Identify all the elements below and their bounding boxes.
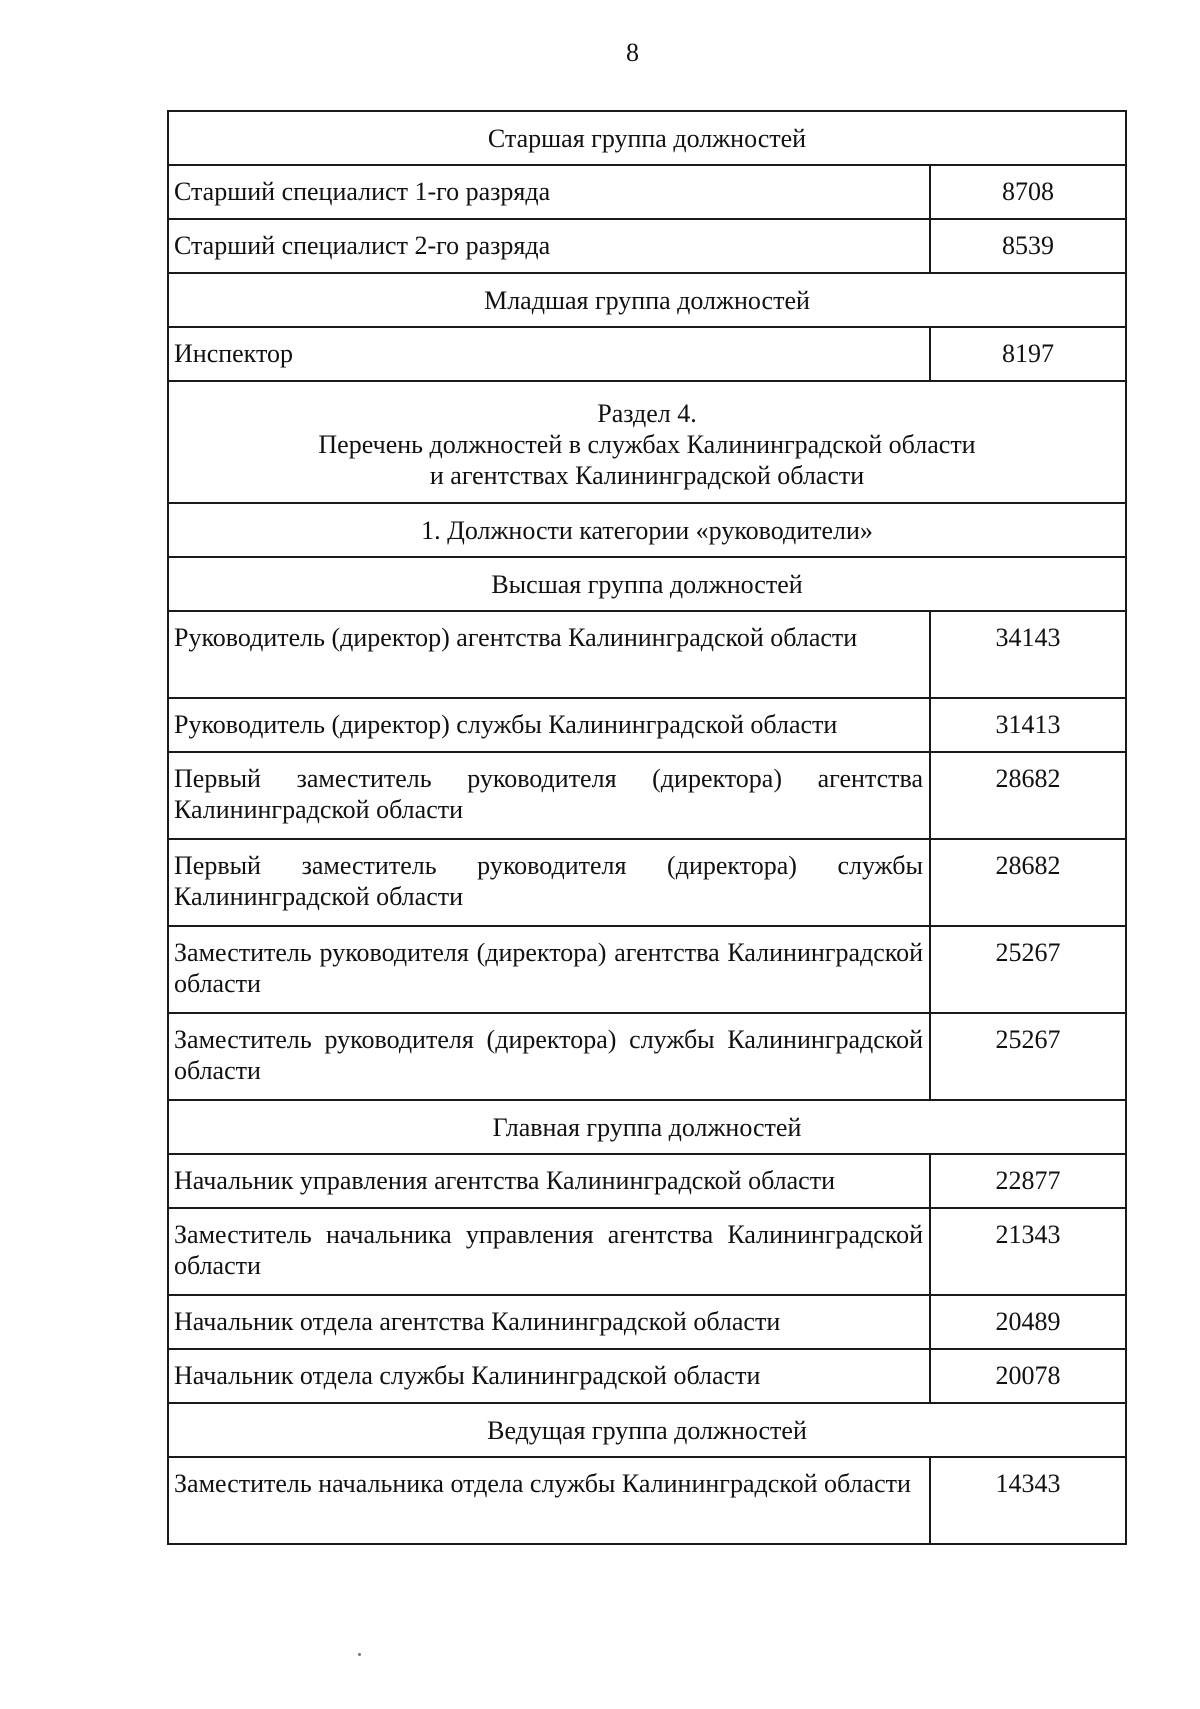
position-name: Начальник отдела службы Калининградской области — [168, 1349, 930, 1403]
section-title — [168, 381, 1126, 503]
page-number: 8 — [626, 38, 639, 67]
position-name: Заместитель руководителя (директора) агентства Калининградской области — [168, 926, 930, 1013]
position-name: Заместитель руководителя (директора) службы Калининградской области — [168, 1013, 930, 1100]
position-name: Первый заместитель руководителя (директора) агентства Калининградской области — [168, 752, 930, 839]
table-row — [168, 1208, 1126, 1295]
group-header-junior: Младшая группа должностей — [168, 273, 1126, 327]
positions-salary-table — [167, 110, 1127, 1545]
position-name: Начальник отдела агентства Калининградской области — [168, 1295, 930, 1349]
table-row — [168, 611, 1126, 698]
group-header-row — [168, 273, 1126, 327]
group-header-row — [168, 1403, 1126, 1457]
table-row — [168, 1349, 1126, 1403]
salary-value: 31413 — [930, 698, 1126, 752]
salary-value: 8197 — [930, 327, 1126, 381]
scan-speck — [358, 1653, 361, 1656]
section-title-line: и агентствах Калининградской области — [429, 460, 865, 490]
table-row — [168, 839, 1126, 926]
salary-value: 34143 — [930, 611, 1126, 698]
table-row — [168, 1295, 1126, 1349]
table-row — [168, 219, 1126, 273]
salary-value: 22877 — [930, 1154, 1126, 1208]
table-row — [168, 327, 1126, 381]
position-name: Первый заместитель руководителя (директора) службы Калининградской области — [168, 839, 930, 926]
position-name: Руководитель (директор) агентства Калининградской области — [168, 611, 930, 698]
group-header-senior: Старшая группа должностей — [168, 111, 1126, 165]
table-row — [168, 698, 1126, 752]
salary-value: 25267 — [930, 1013, 1126, 1100]
salary-value: 21343 — [930, 1208, 1126, 1295]
salary-value: 28682 — [930, 839, 1126, 926]
table-row — [168, 926, 1126, 1013]
position-name: Начальник управления агентства Калининградской области — [168, 1154, 930, 1208]
section-title-row — [168, 381, 1126, 503]
salary-value: 8708 — [930, 165, 1126, 219]
group-header-row — [168, 1100, 1126, 1154]
salary-value: 25267 — [930, 926, 1126, 1013]
table-row — [168, 752, 1126, 839]
salary-value: 20078 — [930, 1349, 1126, 1403]
position-name: Старший специалист 2-го разряда — [168, 219, 930, 273]
salary-value: 8539 — [930, 219, 1126, 273]
position-name: Заместитель начальника управления агентства Калининградской области — [168, 1208, 930, 1295]
position-name: Инспектор — [168, 327, 930, 381]
section-number: Раздел 4. — [597, 398, 697, 428]
group-header-row — [168, 557, 1126, 611]
table-row — [168, 1154, 1126, 1208]
group-header-highest: Высшая группа должностей — [168, 557, 1126, 611]
table-row — [168, 1457, 1126, 1544]
position-name: Заместитель начальника отдела службы Калининградской области — [168, 1457, 930, 1544]
salary-value: 28682 — [930, 752, 1126, 839]
group-header-row — [168, 503, 1126, 557]
group-header-main: Главная группа должностей — [168, 1100, 1126, 1154]
table-row — [168, 165, 1126, 219]
section-title-line: Перечень должностей в службах Калининградской области — [318, 429, 976, 459]
group-header-leading: Ведущая группа должностей — [168, 1403, 1126, 1457]
position-name: Старший специалист 1-го разряда — [168, 165, 930, 219]
salary-value: 14343 — [930, 1457, 1126, 1544]
salary-value: 20489 — [930, 1295, 1126, 1349]
table-row — [168, 1013, 1126, 1100]
group-header-row — [168, 111, 1126, 165]
category-header-leaders: 1. Должности категории «руководители» — [168, 503, 1126, 557]
position-name: Руководитель (директор) службы Калининградской области — [168, 698, 930, 752]
